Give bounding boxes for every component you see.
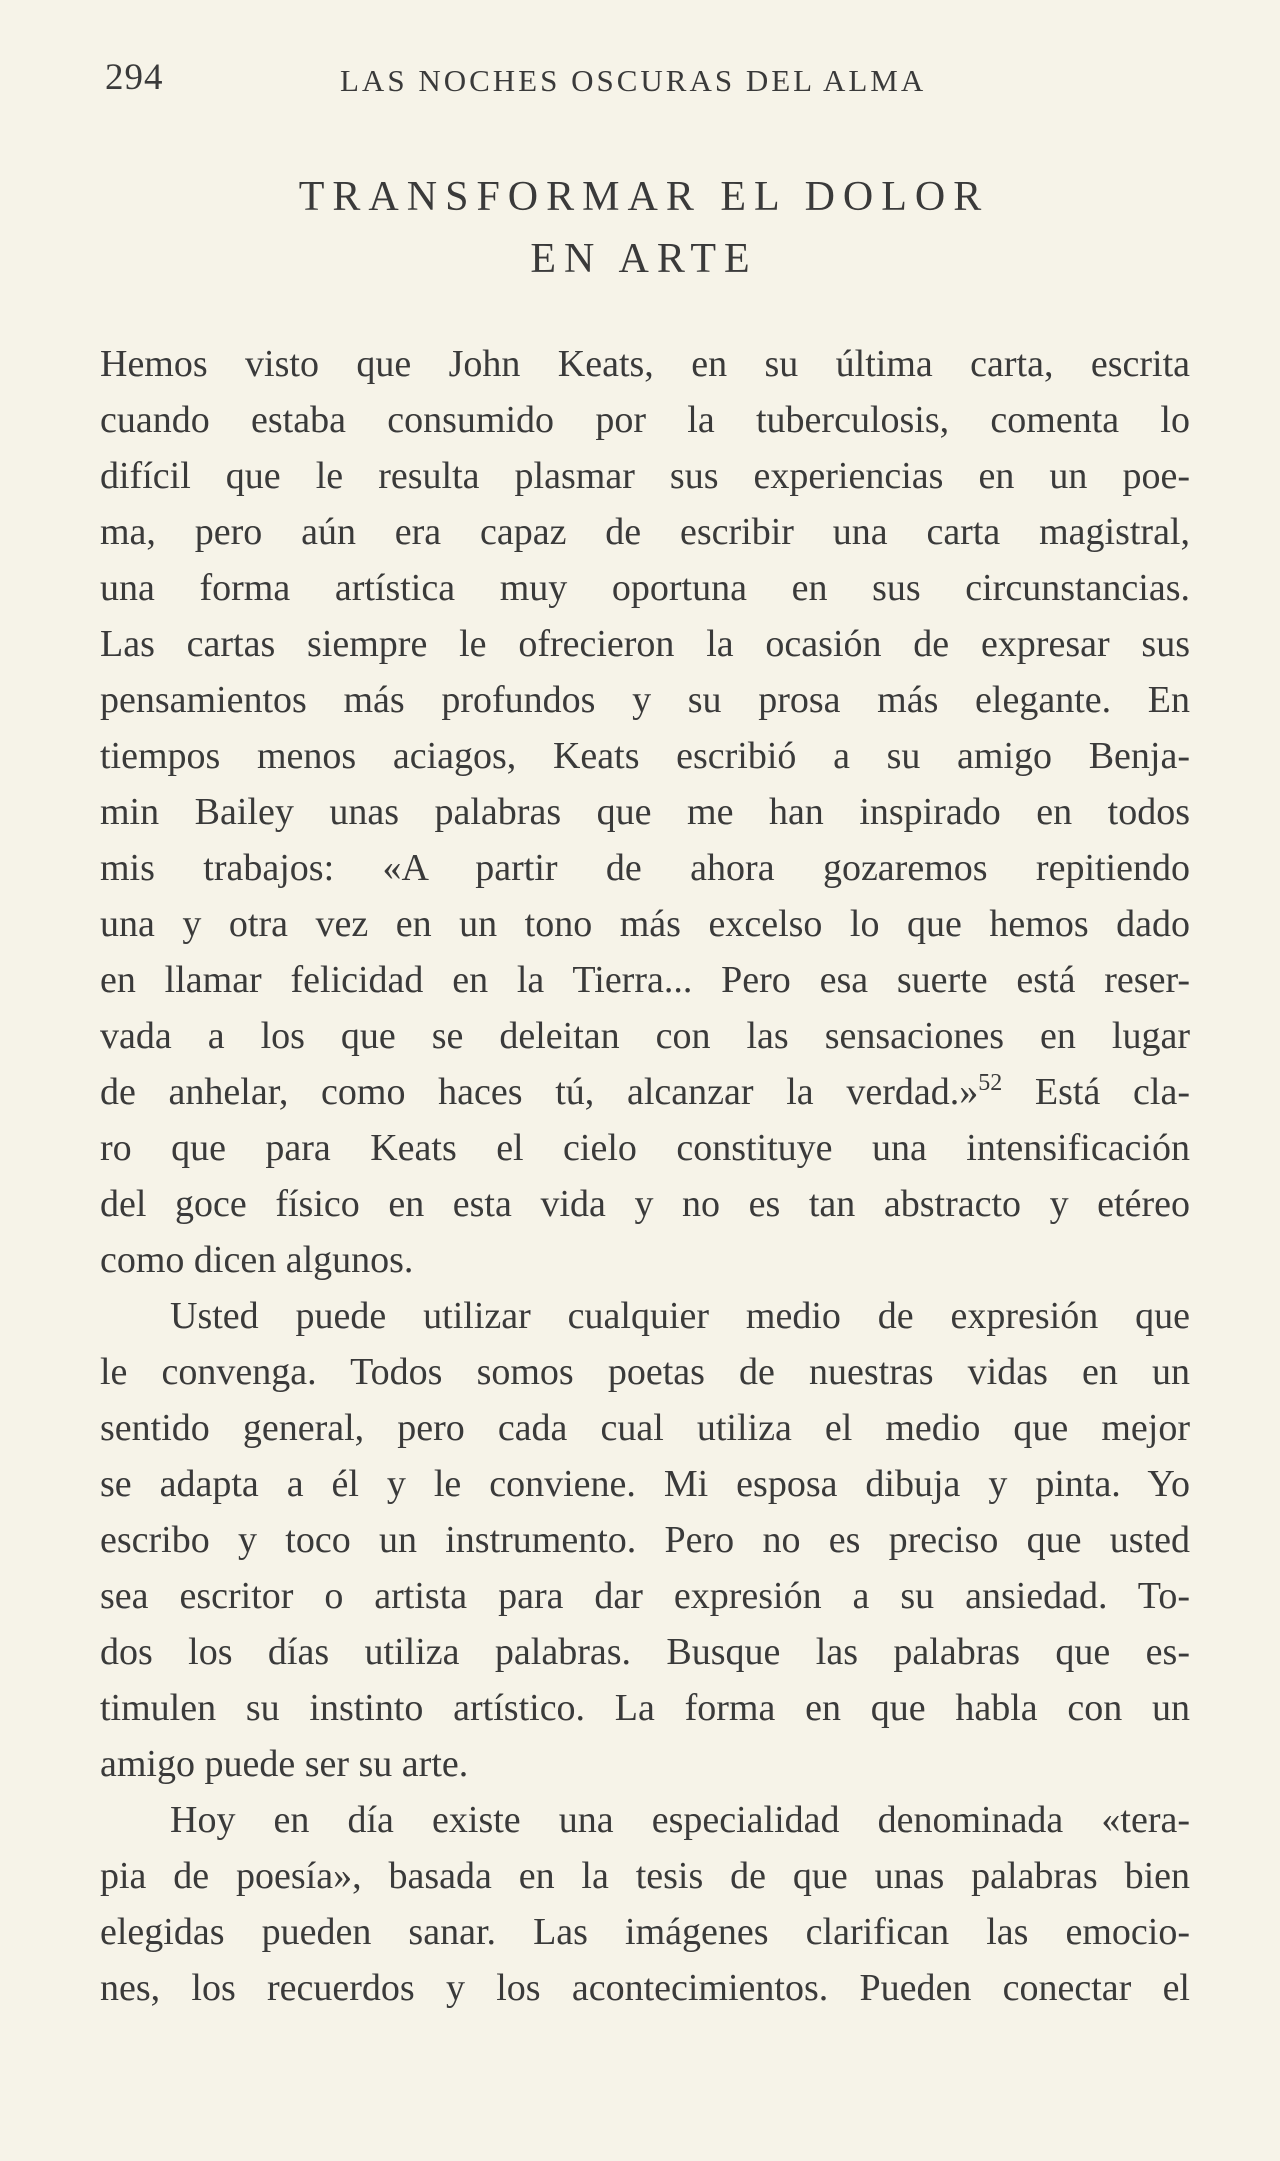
chapter-title xyxy=(0,166,1280,290)
text-line: ma, pero aún era capaz de escribir una carta magistral, xyxy=(100,511,1190,553)
text-line: timulen su instinto artístico. La forma en que habla con un xyxy=(100,1687,1190,1729)
text-line-with-footnote xyxy=(100,1064,1190,1120)
text-line: ro que para Keats el cielo constituye una intensificación xyxy=(100,1127,1190,1169)
text-line: del goce físico en esta vida y no es tan abstracto y etéreo xyxy=(100,1183,1190,1225)
text-line: escribo y toco un instrumento. Pero no es preciso que usted xyxy=(100,1519,1190,1561)
text-line: amigo puede ser su arte. xyxy=(100,1743,469,1785)
text-line: tiempos menos aciagos, Keats escribió a su amigo Benja- xyxy=(100,735,1190,777)
text-line: nes, los recuerdos y los acontecimientos. Pueden conectar el xyxy=(100,1967,1190,2009)
text-line: elegidas pueden sanar. Las imágenes clarifican las emocio- xyxy=(100,1911,1190,1953)
text-line: pia de poesía», basada en la tesis de que unas palabras bien xyxy=(100,1855,1190,1897)
text-line: una forma artística muy oportuna en sus circunstancias. xyxy=(100,567,1190,609)
text-line: vada a los que se deleitan con las sensaciones en lugar xyxy=(100,1015,1190,1057)
text-line: Usted puede utilizar cualquier medio de expresión que xyxy=(170,1295,1190,1337)
text-line: sentido general, pero cada cual utiliza el medio que mejor xyxy=(100,1407,1190,1449)
text-line: min Bailey unas palabras que me han inspirado en todos xyxy=(100,791,1190,833)
paragraph xyxy=(100,1288,1190,1792)
body-text xyxy=(100,336,1190,2016)
footnote-reference: 52 xyxy=(978,1070,1003,1096)
chapter-title-line: EN ARTE xyxy=(530,236,758,282)
text-fragment: de anhelar, como haces tú, alcanzar la verdad.» xyxy=(100,1071,979,1113)
text-line: Hoy en día existe una especialidad denominada «tera- xyxy=(170,1799,1190,1841)
text-line: cuando estaba consumido por la tuberculosis, comenta lo xyxy=(100,399,1190,441)
text-line: mis trabajos: «A partir de ahora gozaremos repitiendo xyxy=(100,847,1190,889)
text-line: Las cartas siempre le ofrecieron la ocasión de expresar sus xyxy=(100,623,1190,665)
paragraph xyxy=(100,1792,1190,2016)
text-fragment: Está cla- xyxy=(1002,1071,1190,1113)
text-line: se adapta a él y le conviene. Mi esposa dibuja y pinta. Yo xyxy=(100,1463,1190,1505)
text-line: pensamientos más profundos y su prosa más elegante. En xyxy=(100,679,1190,721)
text-line: le convenga. Todos somos poetas de nuestras vidas en un xyxy=(100,1351,1190,1393)
text-line: Hemos visto que John Keats, en su última carta, escrita xyxy=(100,343,1190,385)
text-line: en llamar felicidad en la Tierra... Pero esa suerte está reser- xyxy=(100,959,1190,1001)
text-line: una y otra vez en un tono más excelso lo que hemos dado xyxy=(100,903,1190,945)
chapter-title-line: TRANSFORMAR EL DOLOR xyxy=(298,174,990,220)
running-head: LAS NOCHES OSCURAS DEL ALMA xyxy=(340,63,927,98)
text-line: como dicen algunos. xyxy=(100,1239,414,1281)
text-line: difícil que le resulta plasmar sus experiencias en un poe- xyxy=(100,455,1190,497)
text-line: sea escritor o artista para dar expresión a su ansiedad. To- xyxy=(100,1575,1190,1617)
text-line: dos los días utiliza palabras. Busque las palabras que es- xyxy=(100,1631,1190,1673)
page-number: 294 xyxy=(105,57,164,98)
paragraph xyxy=(100,336,1190,1288)
